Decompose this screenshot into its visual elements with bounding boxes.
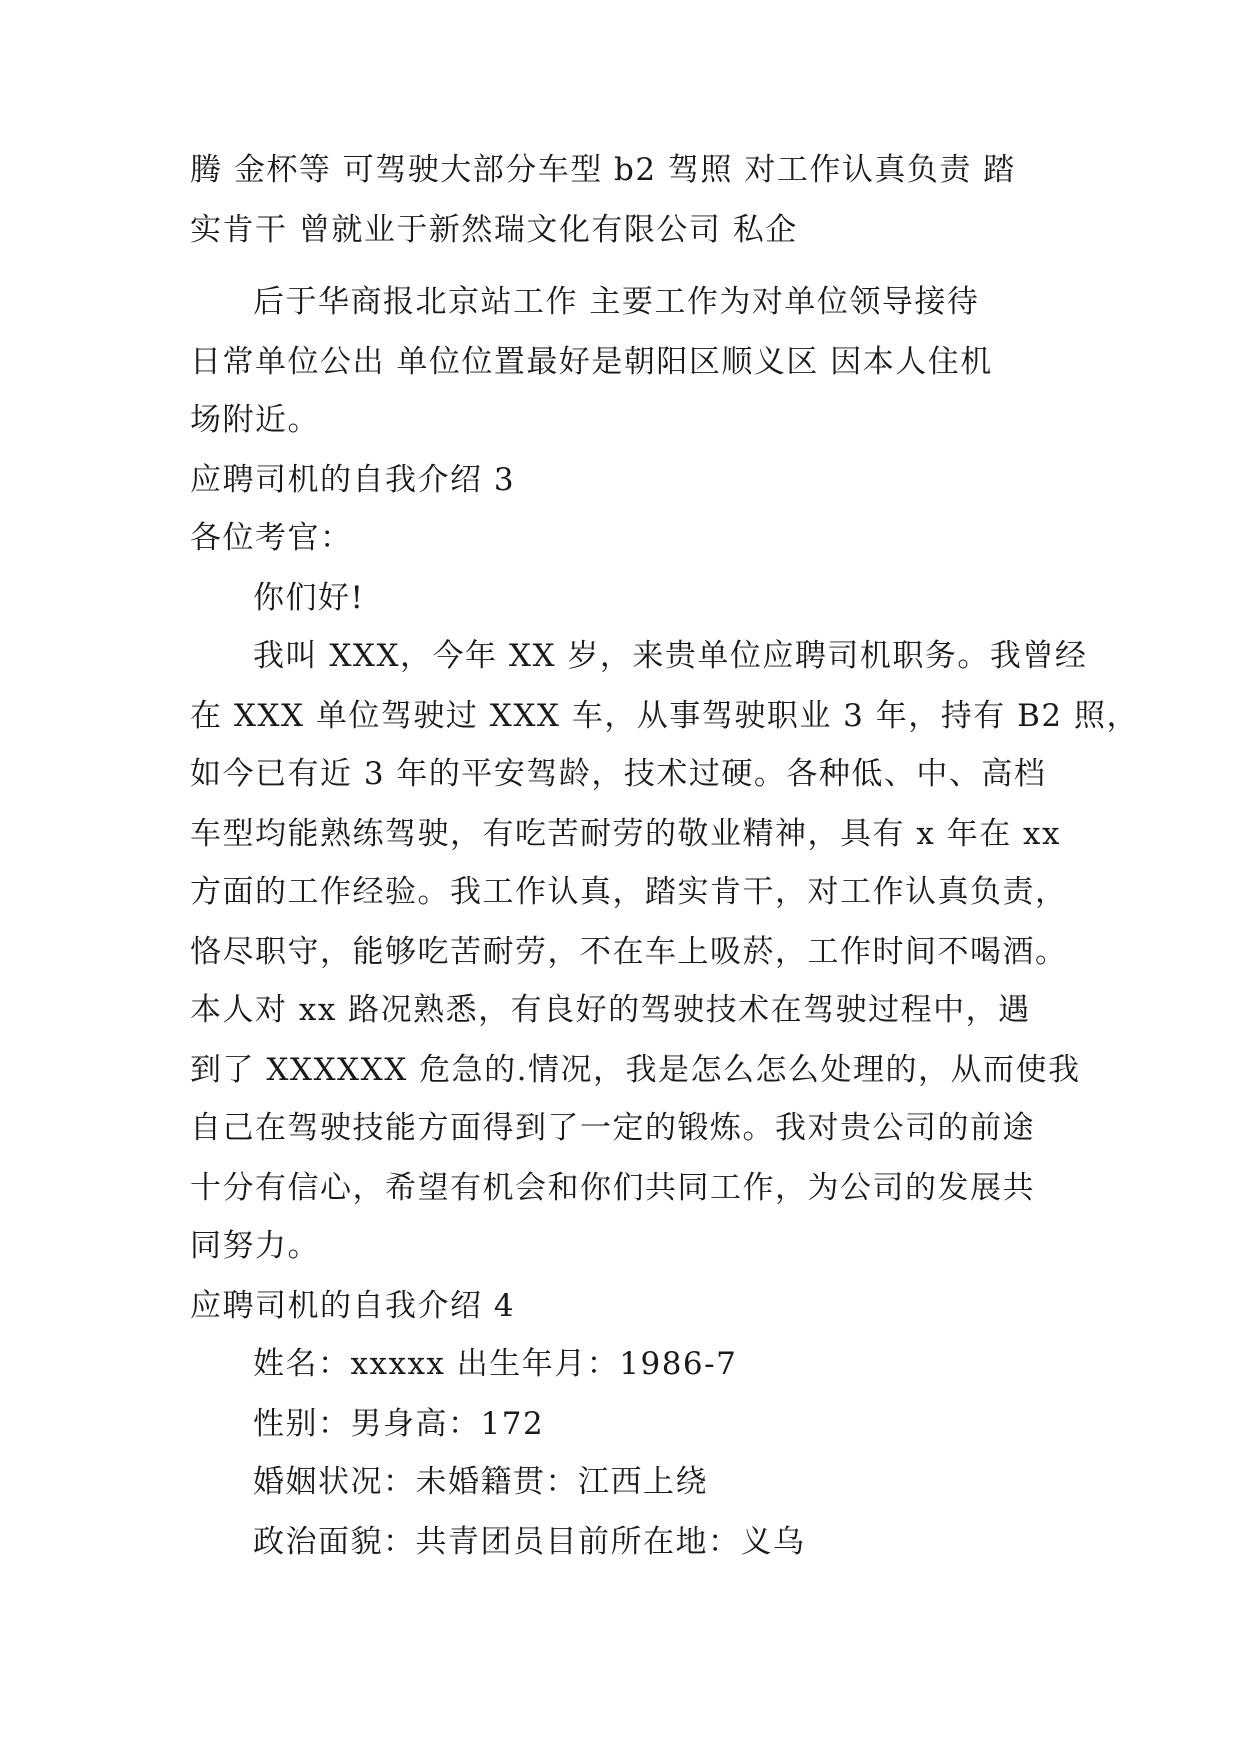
paragraph-line: 恪尽职守，能够吃苦耐劳，不在车上吸菸，工作时间不喝酒。 <box>190 934 1068 970</box>
paragraph-line: 我叫 XXX，今年 XX 岁，来贵单位应聘司机职务。我曾经 <box>253 638 1088 674</box>
paragraph-line: 腾 金杯等 可驾驶大部分车型 b2 驾照 对工作认真负责 踏 <box>190 152 1016 188</box>
paragraph-line: 实肯干 曾就业于新然瑞文化有限公司 私企 <box>190 212 798 248</box>
paragraph-line: 如今已有近 3 年的平安驾龄，技术过硬。各种低、中、高档 <box>190 756 1047 792</box>
paragraph-line: 本人对 xx 路况熟悉，有良好的驾驶技术在驾驶过程中，遇 <box>190 992 1031 1028</box>
salutation: 各位考官： <box>190 520 353 556</box>
info-line: 政治面貌：共青团员目前所在地：义乌 <box>253 1524 806 1560</box>
section-heading: 应聘司机的自我介绍 3 <box>190 462 516 498</box>
paragraph-line: 十分有信心，希望有机会和你们共同工作，为公司的发展共 <box>190 1170 1035 1206</box>
info-line: 性别：男身高：172 <box>253 1406 545 1442</box>
paragraph-line: 同努力。 <box>190 1228 320 1264</box>
info-line: 婚姻状况：未婚籍贯：江西上绕 <box>253 1464 708 1500</box>
paragraph-line: 在 XXX 单位驾驶过 XXX 车，从事驾驶职业 3 年，持有 B2 照， <box>190 698 1139 734</box>
paragraph-line: 自己在驾驶技能方面得到了一定的锻炼。我对贵公司的前途 <box>190 1110 1035 1146</box>
info-line: 姓名：xxxxx 出生年月：1986-7 <box>253 1346 738 1382</box>
section-heading: 应聘司机的自我介绍 4 <box>190 1288 516 1324</box>
paragraph-line: 到了 XXXXXX 危急的.情况，我是怎么怎么处理的，从而使我 <box>190 1052 1081 1088</box>
paragraph-line: 日常单位公出 单位位置最好是朝阳区顺义区 因本人住机 <box>190 344 993 380</box>
paragraph-line: 后于华商报北京站工作 主要工作为对单位领导接待 <box>253 284 980 320</box>
greeting: 你们好! <box>253 580 365 616</box>
paragraph-line: 方面的工作经验。我工作认真，踏实肯干，对工作认真负责， <box>190 874 1068 910</box>
paragraph-line: 场附近。 <box>190 402 320 438</box>
paragraph-line: 车型均能熟练驾驶，有吃苦耐劳的敬业精神，具有 x 年在 xx <box>190 816 1062 852</box>
